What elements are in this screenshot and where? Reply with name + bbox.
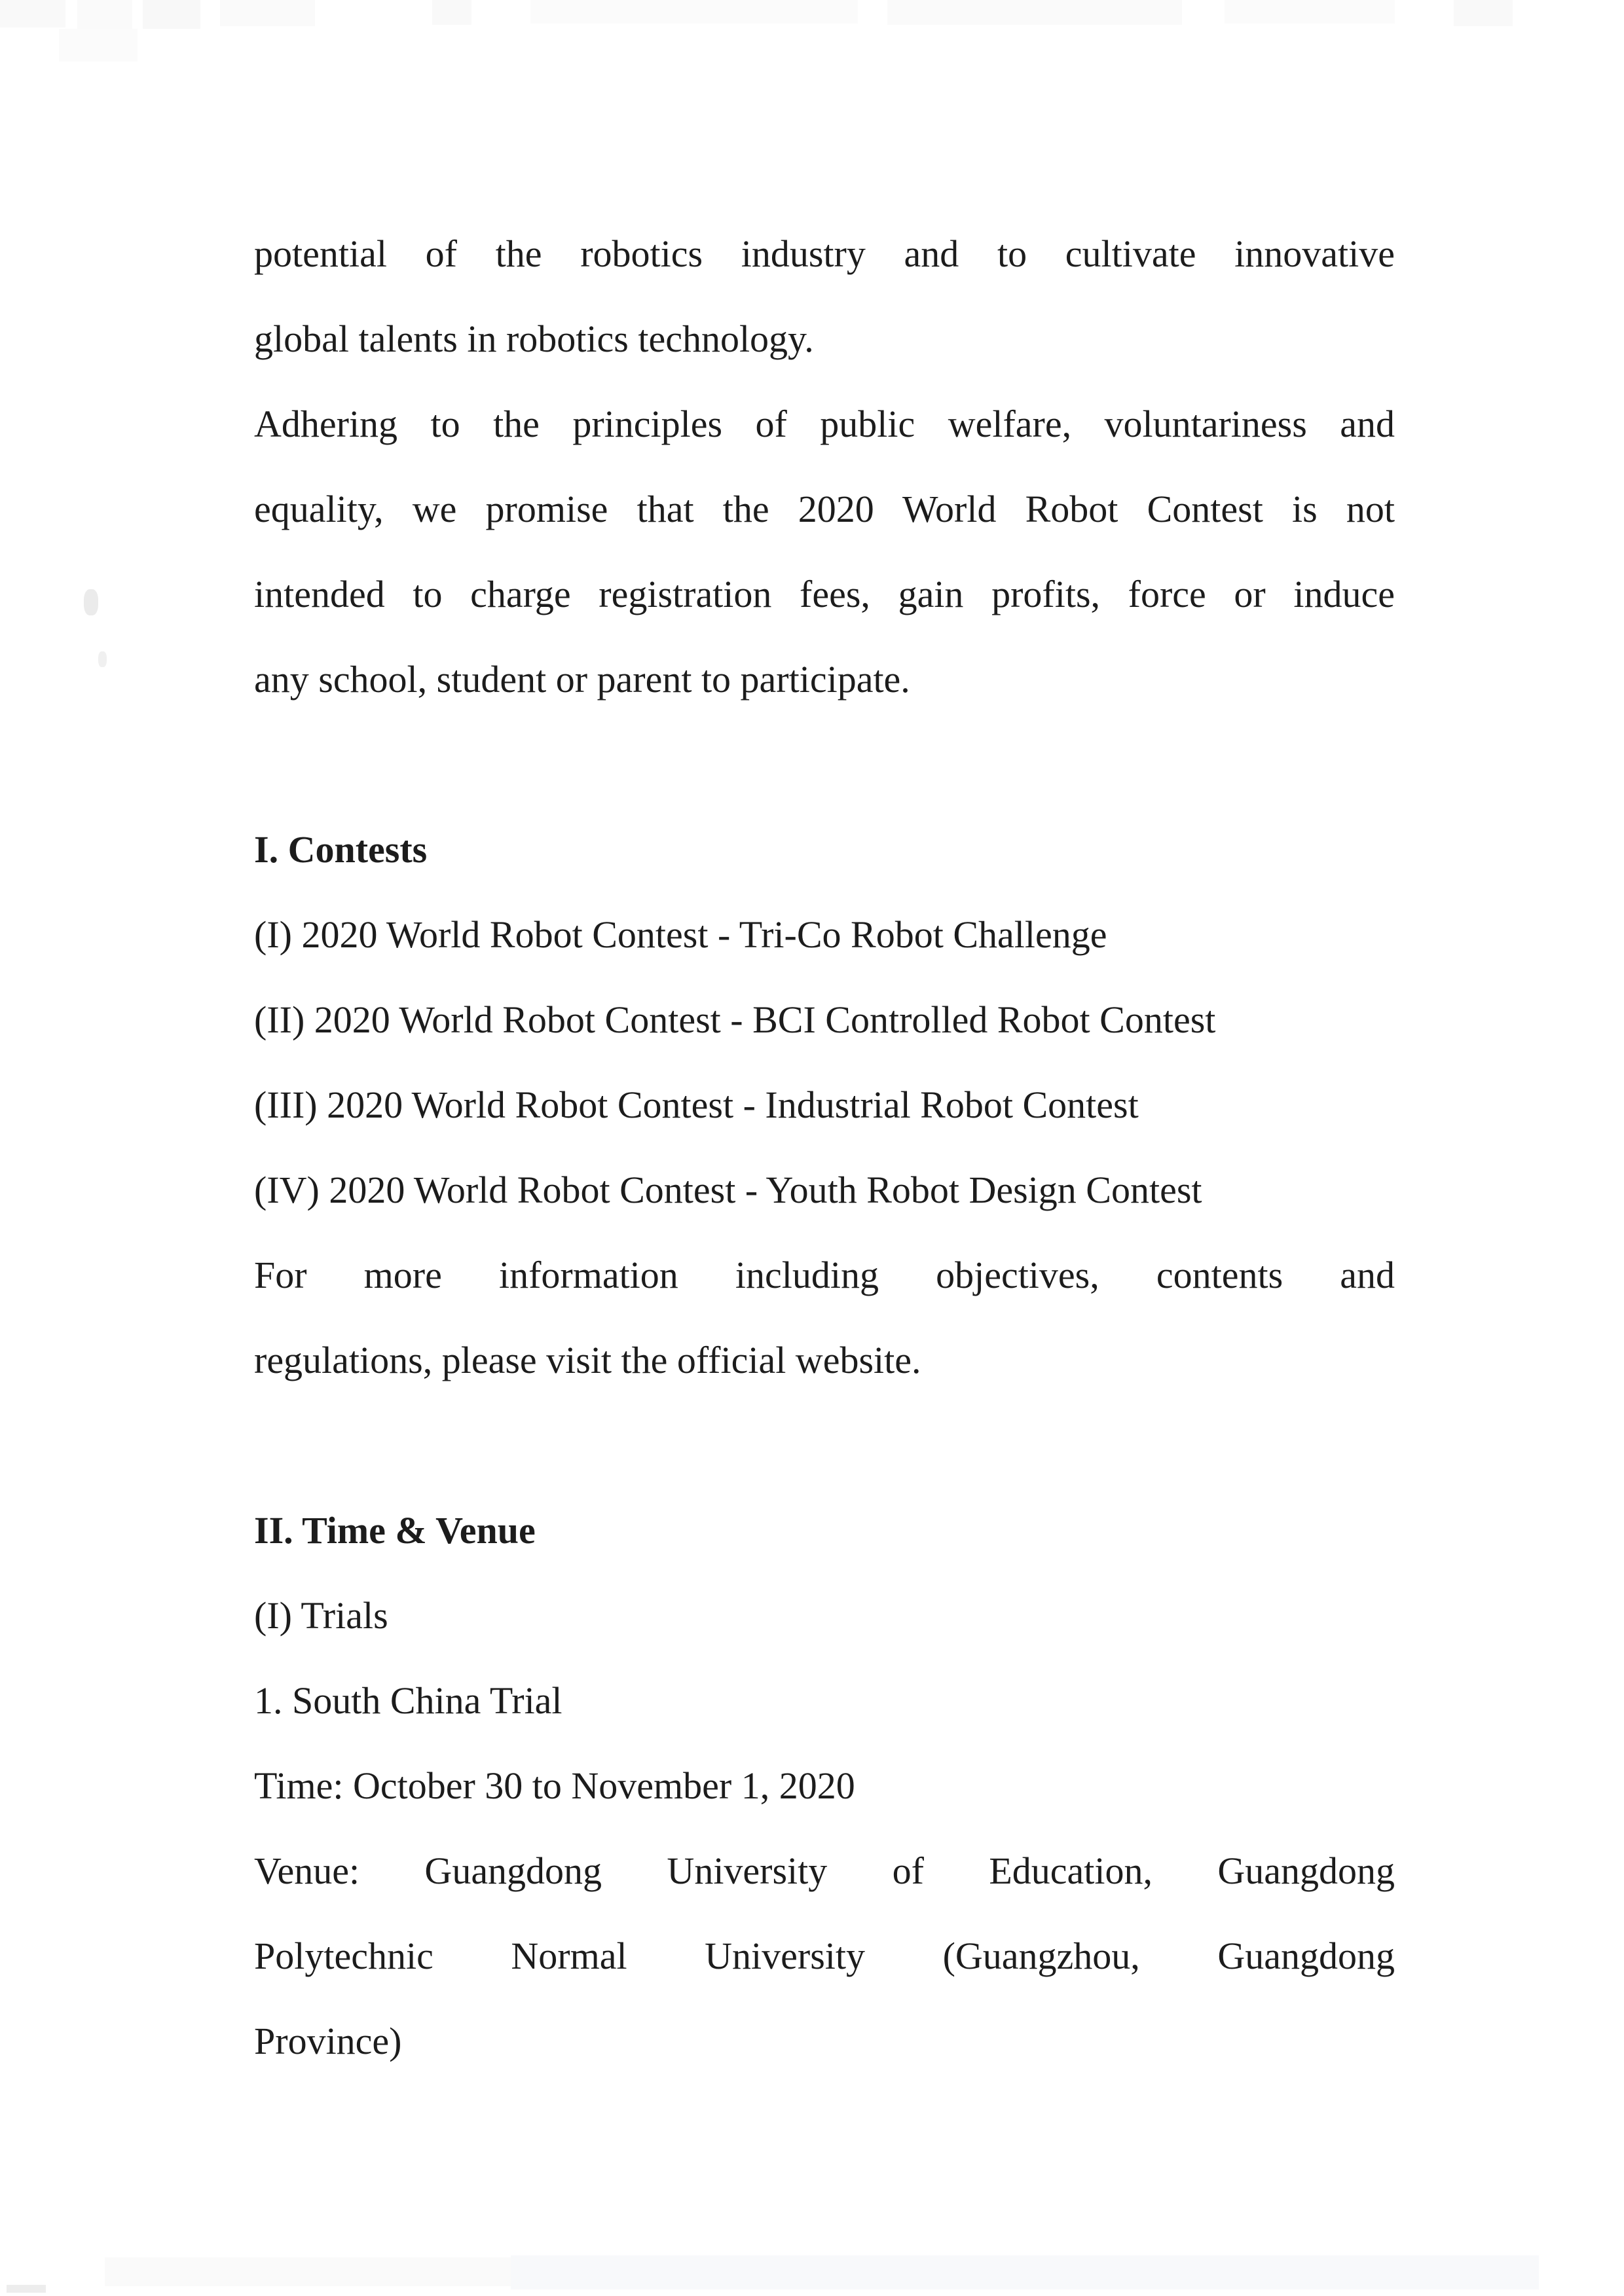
scan-artifact (887, 0, 1182, 25)
scan-artifact (105, 2257, 511, 2286)
text-line: Province) (254, 2020, 402, 2062)
scan-smudge (98, 651, 107, 667)
text-line: potential of the robotics industry and to cultivate innovative (254, 232, 1395, 275)
text-line: (II) 2020 World Robot Contest - BCI Controlled Robot Contest (254, 998, 1216, 1041)
section-heading: II. Time & Venue (254, 1509, 536, 1552)
text-line: 1. South China Trial (254, 1679, 563, 1722)
scan-artifact (7, 2285, 46, 2293)
scan-artifact (77, 0, 132, 29)
scan-smudge (84, 589, 98, 615)
scan-artifact (0, 0, 65, 27)
text-line: global talents in robotics technology. (254, 318, 814, 360)
text-line: Adhering to the principles of public welfare, voluntariness and (254, 403, 1395, 445)
scan-artifact (59, 29, 138, 62)
scan-artifact (220, 0, 315, 26)
text-line: (I) 2020 World Robot Contest - Tri-Co Robot Challenge (254, 913, 1107, 956)
text-line: (IV) 2020 World Robot Contest - Youth Robot Design Contest (254, 1169, 1202, 1211)
text-line: equality, we promise that the 2020 World Robot Contest is not (254, 488, 1395, 530)
text-line: (III) 2020 World Robot Contest - Industrial Robot Contest (254, 1084, 1139, 1126)
scan-artifact (1454, 0, 1513, 26)
scan-artifact (143, 0, 200, 29)
text-line: any school, student or parent to participate. (254, 658, 910, 701)
section-heading: I. Contests (254, 828, 428, 871)
text-line: regulations, please visit the official website. (254, 1339, 921, 1381)
document-text-block (254, 211, 1395, 2084)
scan-artifact (432, 0, 471, 25)
text-line: For more information including objectives, contents and (254, 1254, 1395, 1296)
text-line: Time: October 30 to November 1, 2020 (254, 1764, 855, 1807)
scan-artifact (530, 0, 858, 24)
text-line: (I) Trials (254, 1594, 388, 1637)
scan-artifact (511, 2255, 1539, 2289)
text-line: Venue: Guangdong University of Education, Guangdong (254, 1850, 1395, 1892)
text-line: Polytechnic Normal University (Guangzhou, Guangdong (254, 1935, 1395, 1977)
text-line: intended to charge registration fees, gain profits, force or induce (254, 573, 1395, 615)
scan-artifact (1225, 0, 1395, 24)
